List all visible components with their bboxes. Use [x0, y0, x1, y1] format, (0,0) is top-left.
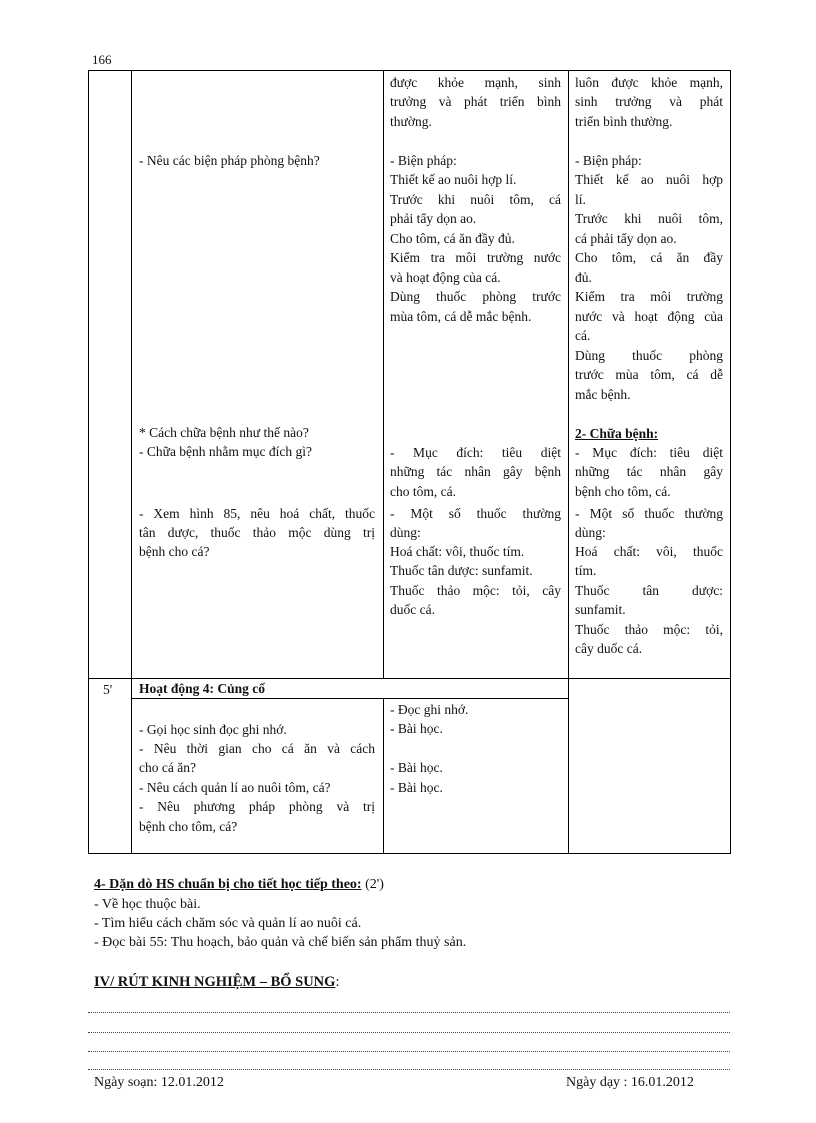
measures-label: - Biện pháp:	[575, 153, 642, 168]
text-line: Dùng thuốc phòng	[575, 348, 723, 363]
student-activity-cell	[384, 699, 569, 854]
homework-time: (2')	[365, 877, 384, 892]
text-line: Thuốc thảo mộc: tỏi, cây	[390, 583, 561, 598]
text-line: Cho tôm, cá ăn đầy đủ.	[390, 231, 515, 246]
date-prepared: Ngày soạn: 12.01.2012	[94, 1075, 224, 1090]
question-purpose: - Chữa bệnh nhằm mục đích gì?	[139, 444, 313, 459]
text-line: bệnh cho tôm, cá?	[139, 819, 238, 834]
review-title: IV/ RÚT KINH NGHIỆM – BỔ SUNG	[94, 974, 336, 990]
question-treatment: * Cách chữa bệnh như thế nào?	[139, 425, 309, 440]
teacher-activity-cell	[132, 699, 384, 854]
question-prevention: - Nêu các biện pháp phòng bệnh?	[139, 153, 320, 168]
text-line: cho cá ăn?	[139, 760, 196, 775]
list-item: - Tìm hiểu cách chăm sóc và quản lí ao nuôi cá.	[94, 916, 362, 931]
student-activity-cell	[384, 71, 569, 679]
text-line: - Nêu phương pháp phòng và trị	[139, 799, 375, 814]
text-line: cho tôm, cá.	[390, 484, 456, 499]
text-line: cây duốc cá.	[575, 641, 643, 656]
text-line: - Gọi học sinh đọc ghi nhớ.	[139, 722, 287, 737]
dotted-line	[88, 1012, 730, 1013]
text-line: Thuốc tân dược:	[575, 583, 723, 598]
time-cell	[89, 71, 132, 679]
text-line: - Bài học.	[390, 780, 443, 795]
text-line: nước và hoạt động của	[575, 309, 723, 324]
text-line: - Mục đích: tiêu diệt	[575, 445, 723, 460]
text-line: dùng:	[575, 525, 606, 540]
time-cell	[89, 679, 132, 854]
text-line: - Đọc ghi nhớ.	[390, 702, 469, 717]
question-chemicals-line: tân dược, thuốc thảo mộc dùng trị	[139, 525, 375, 540]
question-chemicals-line: bệnh cho cá?	[139, 544, 210, 559]
text-line: - Bài học.	[390, 721, 443, 736]
table-row	[89, 679, 731, 699]
text-line: - Nêu thời gian cho cá ăn và cách	[139, 741, 375, 756]
text-line: Hoá chất: vôi, thuốc	[575, 544, 723, 559]
text-line: Hoá chất: vôi, thuốc tím.	[390, 544, 525, 559]
question-chemicals-line: - Xem hình 85, nêu hoá chất, thuốc	[139, 506, 375, 521]
text-line: dùng:	[390, 525, 421, 540]
text-line: những tác nhân gây bệnh	[390, 464, 561, 479]
teacher-activity-cell	[132, 71, 384, 679]
homework-title: 4- Dặn dò HS chuẩn bị cho tiết học tiếp theo:	[94, 877, 362, 892]
activity-title-cell	[132, 679, 569, 699]
text-line: Thiết kế ao nuôi hợp lí.	[390, 172, 517, 187]
text-line: - Một số thuốc thường	[390, 506, 561, 521]
text-line: thường.	[390, 114, 432, 129]
activity-title: Hoạt động 4: Củng cố	[139, 681, 266, 696]
text-line: cá phải tẩy dọn ao.	[575, 231, 677, 246]
text-line: triển bình thường.	[575, 114, 673, 129]
dotted-line	[88, 1051, 730, 1052]
text-line: Kiểm tra môi trường	[575, 289, 723, 304]
review-heading	[94, 974, 339, 991]
list-item: - Đọc bài 55: Thu hoạch, bảo quản và chế biến sản phẩm thuỷ sản.	[94, 935, 467, 950]
text-line: Kiểm tra môi trường nước	[390, 250, 561, 265]
page-number: 166	[92, 52, 112, 67]
content-cell	[569, 679, 731, 854]
text-line: Trước khi nuôi tôm, cá	[390, 192, 561, 207]
text-line: Thuốc tân dược: sunfamit.	[390, 563, 533, 578]
text-line: mắc bệnh.	[575, 387, 631, 402]
dotted-line	[88, 1032, 730, 1033]
text-line: duốc cá.	[390, 602, 435, 617]
text-line: luôn được khỏe mạnh,	[575, 75, 723, 90]
text-line: sunfamit.	[575, 602, 626, 617]
text-line: đủ.	[575, 270, 592, 285]
text-line: và hoạt động của cá.	[390, 270, 501, 285]
measures-label: - Biện pháp:	[390, 153, 457, 168]
text-line: phải tẩy dọn ao.	[390, 211, 477, 226]
text-line: những tác nhân gây	[575, 464, 723, 479]
text-line: trưởng và phát triển bình	[390, 94, 561, 109]
text-line: mùa tôm, cá dễ mắc bệnh.	[390, 309, 532, 324]
text-line: lí.	[575, 192, 586, 207]
text-line: - Mục đích: tiêu diệt	[390, 445, 561, 460]
date-taught: Ngày dạy : 16.01.2012	[566, 1075, 694, 1090]
text-line: Cho tôm, cá ăn đầy	[575, 250, 723, 265]
text-line: Thuốc thảo mộc: tỏi,	[575, 622, 723, 637]
text-line: được khỏe mạnh, sinh	[390, 75, 561, 90]
text-line: bệnh cho tôm, cá.	[575, 484, 671, 499]
text-line: - Bài học.	[390, 760, 443, 775]
text-line: Dùng thuốc phòng trước	[390, 289, 561, 304]
dotted-line	[88, 1069, 730, 1070]
list-item: - Về học thuộc bài.	[94, 897, 201, 912]
time-value: 5'	[103, 682, 113, 697]
review-colon: :	[335, 974, 340, 990]
section-heading: 2- Chữa bệnh:	[575, 426, 659, 441]
text-line: tím.	[575, 563, 597, 578]
text-line: - Một số thuốc thường	[575, 506, 723, 521]
homework-heading	[94, 877, 384, 893]
text-line: Thiết kế ao nuôi hợp	[575, 172, 723, 187]
text-line: sinh trưởng và phát	[575, 94, 723, 109]
text-line: - Nêu cách quản lí ao nuôi tôm, cá?	[139, 780, 331, 795]
text-line: trước mùa tôm, cá dễ	[575, 367, 723, 382]
text-line: Trước khi nuôi tôm,	[575, 211, 723, 226]
table-row	[89, 71, 731, 679]
content-cell	[569, 71, 731, 679]
text-line: cá.	[575, 328, 591, 343]
lesson-table	[88, 70, 731, 854]
